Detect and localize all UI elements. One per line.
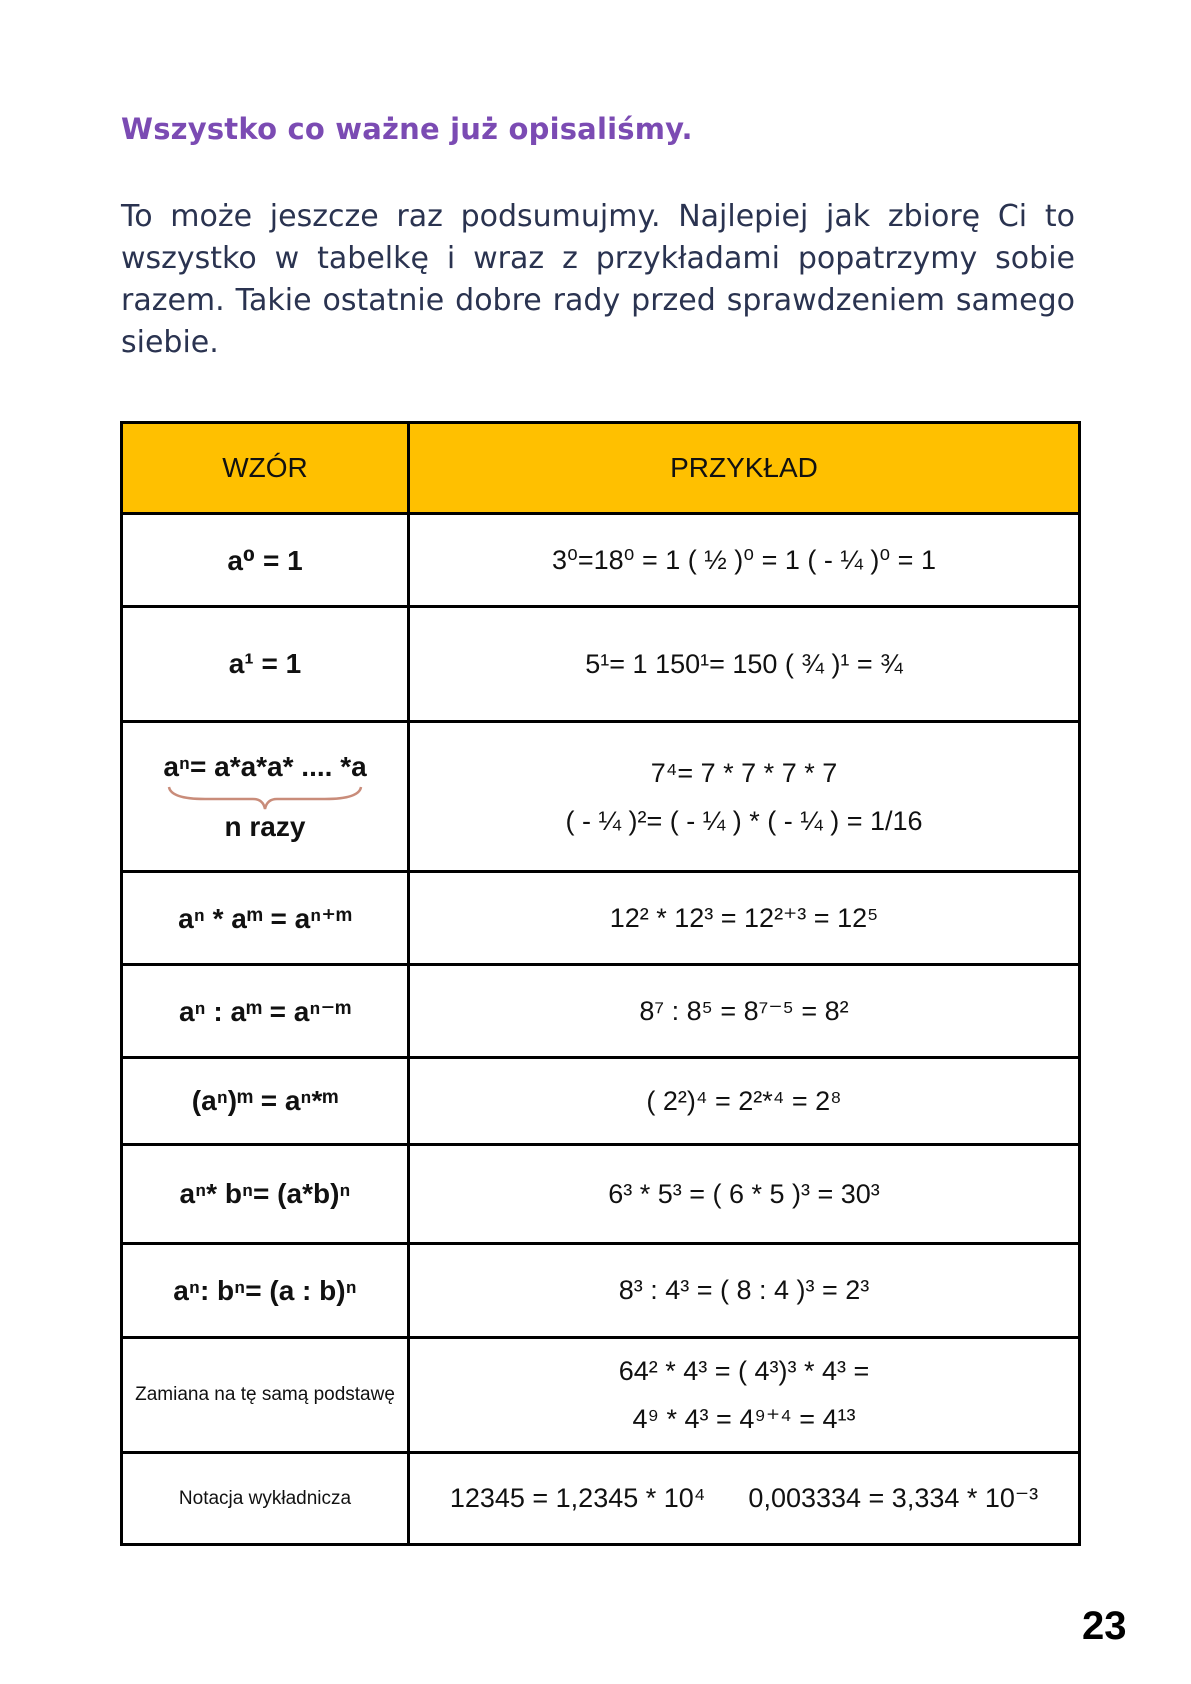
header-example: PRZYKŁAD [409,423,1080,514]
table-row [122,1453,1080,1545]
intro-paragraph: To może jeszcze raz podsumujmy. Najlepiej jak zbiorę Ci to wszystko w tabelkę i wraz z przykładami popatrzymy sobie razem. Takie ostatnie dobre rady przed sprawdzeniem samego siebie. [121,199,1075,360]
table-row [122,514,1080,607]
table-row [122,1145,1080,1244]
example-cell: 3⁰=18⁰ = 1 ( ½ )⁰ = 1 ( - ¼ )⁰ = 1 [409,514,1080,607]
header-formula: WZÓR [122,423,409,514]
formula-cell: a⁰ = 1 [122,514,409,607]
formula-cell: aⁿ: bⁿ= (a : b)ⁿ [122,1244,409,1338]
table-row [122,607,1080,722]
table-row [122,1244,1080,1338]
section-heading: Wszystko co ważne już opisaliśmy. [121,112,693,146]
example-cell: 6³ * 5³ = ( 6 * 5 )³ = 30³ [409,1145,1080,1244]
example-cell [409,1338,1080,1453]
formula-cell: aⁿ * aᵐ = aⁿ⁺ᵐ [122,872,409,965]
table-row [122,965,1080,1058]
example-cell [409,1453,1080,1545]
example-cell: ( 2²)⁴ = 2²*⁴ = 2⁸ [409,1058,1080,1145]
example-line: 4⁹ * 4³ = 4⁹⁺⁴ = 4¹³ [632,1404,856,1434]
formula-table [120,421,1081,1546]
example-cell: 8³ : 4³ = ( 8 : 4 )³ = 2³ [409,1244,1080,1338]
formula-text: aⁿ= a*a*a* .... *a [163,750,367,782]
table-row [122,872,1080,965]
example-line: ( - ¼ )²= ( - ¼ ) * ( - ¼ ) = 1/16 [565,805,923,836]
table-row [122,1338,1080,1453]
example-cell [409,722,1080,872]
formula-cell: (aⁿ)ᵐ = aⁿ*ᵐ [122,1058,409,1145]
formula-cell: a¹ = 1 [122,607,409,722]
curly-brace-icon [165,783,365,811]
formula-cell [122,722,409,872]
formula-note: n razy [224,810,306,842]
example-part: 12345 = 1,2345 * 10⁴ [449,1483,706,1513]
table-row [122,1058,1080,1145]
formula-cell: aⁿ* bⁿ= (a*b)ⁿ [122,1145,409,1244]
table-row [122,722,1080,872]
example-line: 7⁴= 7 * 7 * 7 * 7 [650,757,838,788]
example-part: 0,003334 = 3,334 * 10⁻³ [748,1483,1039,1513]
example-cell: 5¹= 1 150¹= 150 ( ¾ )¹ = ¾ [409,607,1080,722]
formula-cell: aⁿ : aᵐ = aⁿ⁻ᵐ [122,965,409,1058]
example-cell: 12² * 12³ = 12²⁺³ = 12⁵ [409,872,1080,965]
example-line: 64² * 4³ = ( 4³)³ * 4³ = [618,1356,870,1386]
table-header-row [122,423,1080,514]
formula-cell: Notacja wykładnicza [122,1453,409,1545]
example-cell: 8⁷ : 8⁵ = 8⁷⁻⁵ = 8² [409,965,1080,1058]
page-number: 23 [1082,1604,1127,1648]
formula-cell: Zamiana na tę samą podstawę [122,1338,409,1453]
